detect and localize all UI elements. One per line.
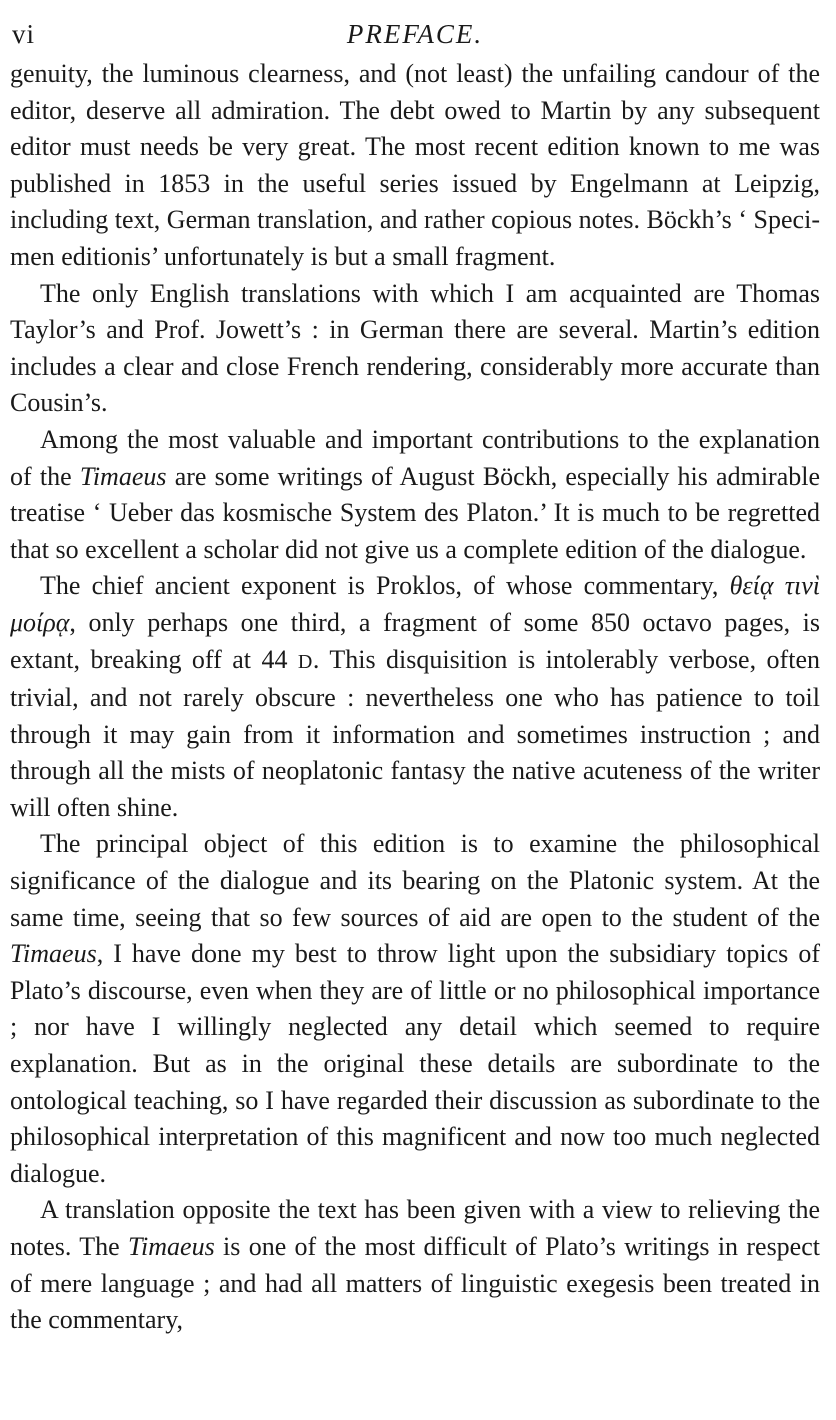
text-run: , I have done my best to throw light upon the subsidiary topics of Plato’s discourse, even when they are of little or no philosophical importance ; nor have I willingly neglected any detail which seemed to require explanation. But as in the original these details are subordinate to the ontological teaching, so I have regarded their discussion as subordinate to the philosophical interpretation of this magnificent and now too much neglected dialogue. (10, 939, 820, 1188)
body-text (10, 56, 820, 1339)
paragraph-2 (10, 276, 820, 422)
paragraph-5 (10, 826, 820, 1192)
text-run: , only perhaps one third, a fragment of some 850 octavo pages, is extant, breaking off at 44 (10, 607, 820, 674)
greek-phrase: θείᾳ τινὶ μοίρᾳ (10, 571, 820, 637)
paragraph-3 (10, 422, 820, 568)
page-header (10, 14, 820, 54)
paragraph-4 (10, 568, 820, 826)
book-page (10, 14, 820, 1339)
text-run: The only English translations with which I am acquainted are Thomas Taylor’s and Prof. Jowett’s : in German there are several. Martin’s edition includes a clear and close French rendering, considerably more accurate than Cousin’s. (10, 278, 820, 418)
paragraph-6 (10, 1192, 820, 1338)
text-run: The chief ancient exponent is Proklos, of whose commentary, (40, 571, 730, 601)
text-run: is one of the most difficult of Plato’s writings in respect of mere language ; and had all matters of linguistic exegesis been treated in the commentary, (10, 1232, 820, 1335)
text-run: . This disquisition is intolerably verbose, often trivial, and not rarely obscure : nevertheless one who has patience to toil through it may gain from it information and sometimes instruction ; and through all the mists of neoplatonic fantasy the native acuteness of the writer will often shine. (10, 644, 820, 822)
italic-title: Timaeus (79, 461, 167, 491)
text-run: genuity, the luminous clearness, and (not least) the unfailing candour of the editor, deserve all admiration. The debt owed to Martin by any subsequent editor must needs be very great. The most recent edition known to me was published in 1853 in the useful series issued by Engelmann at Leipzig, including text, German translation, and rather copious notes. Böckh’s ‘ Specimen editionis’ unfortunately is but a small fragment. (10, 59, 820, 271)
text-run: Among the most valuable and important contributions to the explanation of the (10, 424, 820, 491)
italic-title: Timaeus (10, 939, 97, 969)
text-run: are some writings of August Böckh, especially his admirable treatise ‘ Ueber das kosmische System des Platon.’ It is much to be regretted that so excellent a scholar did not give us a complete edition of the dialogue. (10, 461, 821, 564)
text-run: The principal object of this edition is to examine the philosophical significance of the dialogue and its bearing on the Platonic system. At the same time, seeing that so few sources of aid are open to the student of the (10, 829, 820, 932)
paragraph-1 (10, 56, 820, 276)
section-letter: D (297, 650, 313, 673)
page-number: vi (12, 19, 36, 49)
running-title: PREFACE. (346, 19, 484, 49)
italic-title: Timaeus (128, 1232, 215, 1261)
text-run: A translation opposite the text has been given with a view to relieving the notes. The (10, 1195, 820, 1261)
